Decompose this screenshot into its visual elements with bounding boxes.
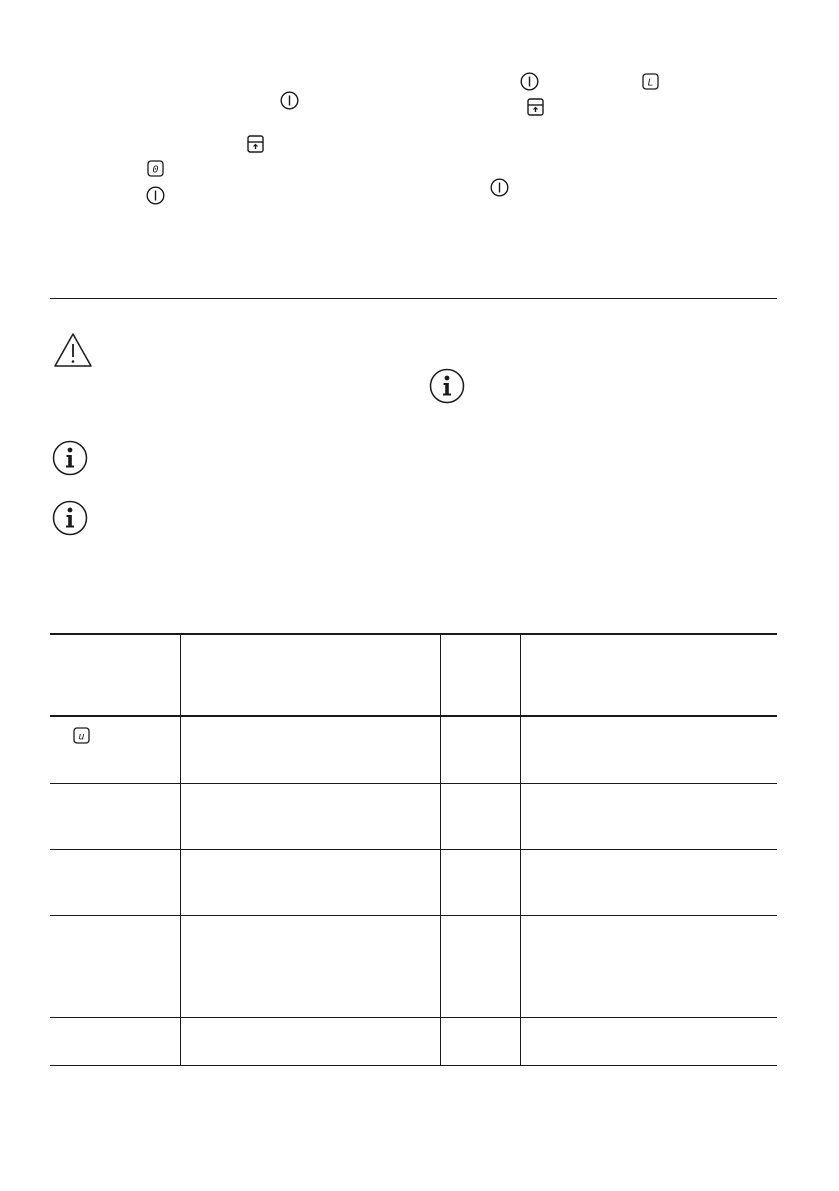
status-table <box>50 633 777 1067</box>
table-row-divider <box>50 915 777 916</box>
display-u-icon <box>73 727 90 744</box>
lock-icon <box>247 135 264 153</box>
power-icon <box>490 178 509 197</box>
table-grid <box>50 633 777 1067</box>
info-icon <box>52 500 88 536</box>
table-bottom-border <box>50 1065 777 1066</box>
section-divider <box>50 298 777 299</box>
lock-icon <box>527 98 544 116</box>
svg-text:0: 0 <box>152 164 159 176</box>
info-icon <box>52 440 88 476</box>
table-row-divider <box>50 783 777 784</box>
svg-text:L: L <box>647 77 654 89</box>
table-row-divider <box>50 1017 777 1018</box>
power-icon <box>280 91 299 110</box>
warning-icon <box>53 332 93 368</box>
power-icon <box>146 186 165 205</box>
table-top-border <box>50 633 777 635</box>
power-icon <box>520 72 539 91</box>
table-column-divider <box>440 633 441 1066</box>
info-icon <box>429 368 465 404</box>
table-row-divider <box>50 849 777 850</box>
display-l-icon <box>642 73 659 90</box>
table-column-divider <box>180 633 181 1066</box>
table-column-divider <box>520 633 521 1066</box>
display-zero-icon <box>147 160 164 177</box>
table-header-border <box>50 715 777 717</box>
svg-text:u: u <box>78 731 85 743</box>
